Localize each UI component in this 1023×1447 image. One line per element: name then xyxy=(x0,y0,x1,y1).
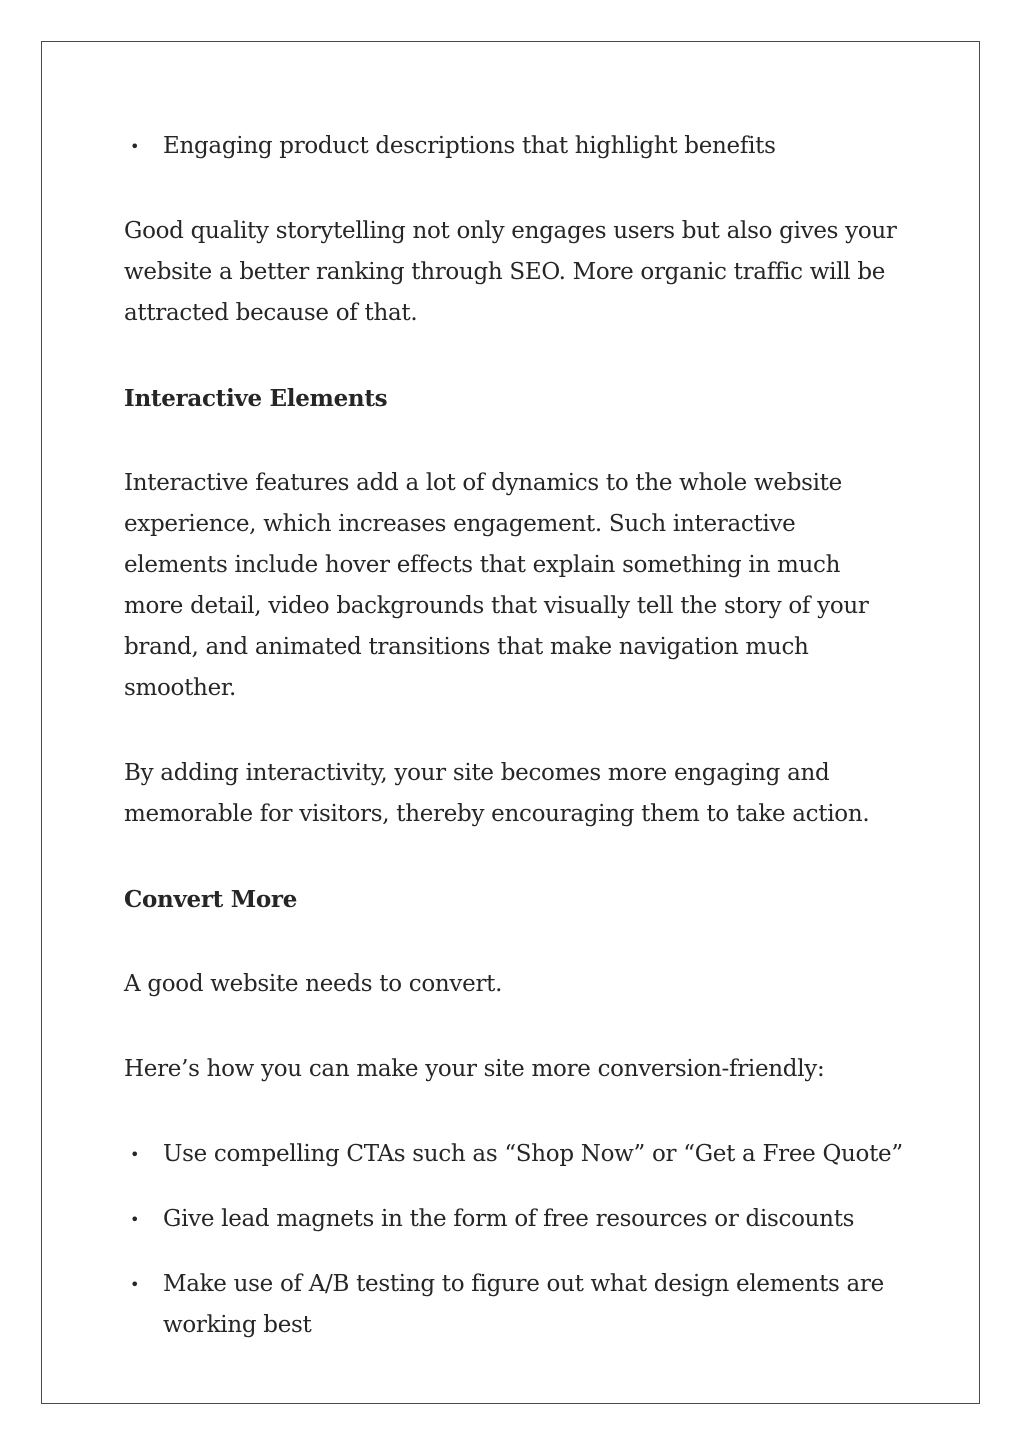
bullet-icon: • xyxy=(130,1145,140,1164)
list-item xyxy=(124,126,904,167)
paragraph-conversion-friendly: Here’s how you can make your site more conversion-friendly: xyxy=(124,1056,825,1082)
paragraph-storytelling: Good quality storytelling not only engages users but also gives your website a better ranking through SEO. More organic traffic will be attracted because of that. xyxy=(124,218,897,326)
list-item-text: Make use of A/B testing to figure out what design elements are working best xyxy=(163,1271,884,1338)
heading-convert-more: Convert More xyxy=(124,886,298,913)
bullet-icon: • xyxy=(130,137,140,156)
document-body xyxy=(124,126,904,1346)
list-item-text: Engaging product descriptions that highlight benefits xyxy=(163,133,776,159)
paragraph-interactive-features: Interactive features add a lot of dynamics to the whole website experience, which increases engagement. Such interactive elements include hover effects that explain something in much more detail, video backgrounds that visually tell the story of your brand, and animated transitions that make navigation much smoother. xyxy=(124,470,869,701)
list-item xyxy=(124,1264,904,1346)
bullet-list-top xyxy=(124,126,904,167)
list-item xyxy=(124,1134,904,1175)
list-item-text: Use compelling CTAs such as “Shop Now” or “Get a Free Quote” xyxy=(163,1141,903,1167)
paragraph-good-website: A good website needs to convert. xyxy=(124,971,503,997)
list-item xyxy=(124,1199,904,1240)
bullet-list-convert xyxy=(124,1134,904,1346)
bullet-icon: • xyxy=(130,1275,140,1294)
bullet-icon: • xyxy=(130,1210,140,1229)
heading-interactive-elements: Interactive Elements xyxy=(124,385,388,412)
list-item-text: Give lead magnets in the form of free resources or discounts xyxy=(163,1206,855,1232)
paragraph-interactivity: By adding interactivity, your site becomes more engaging and memorable for visitors, thereby encouraging them to take action. xyxy=(124,760,870,827)
